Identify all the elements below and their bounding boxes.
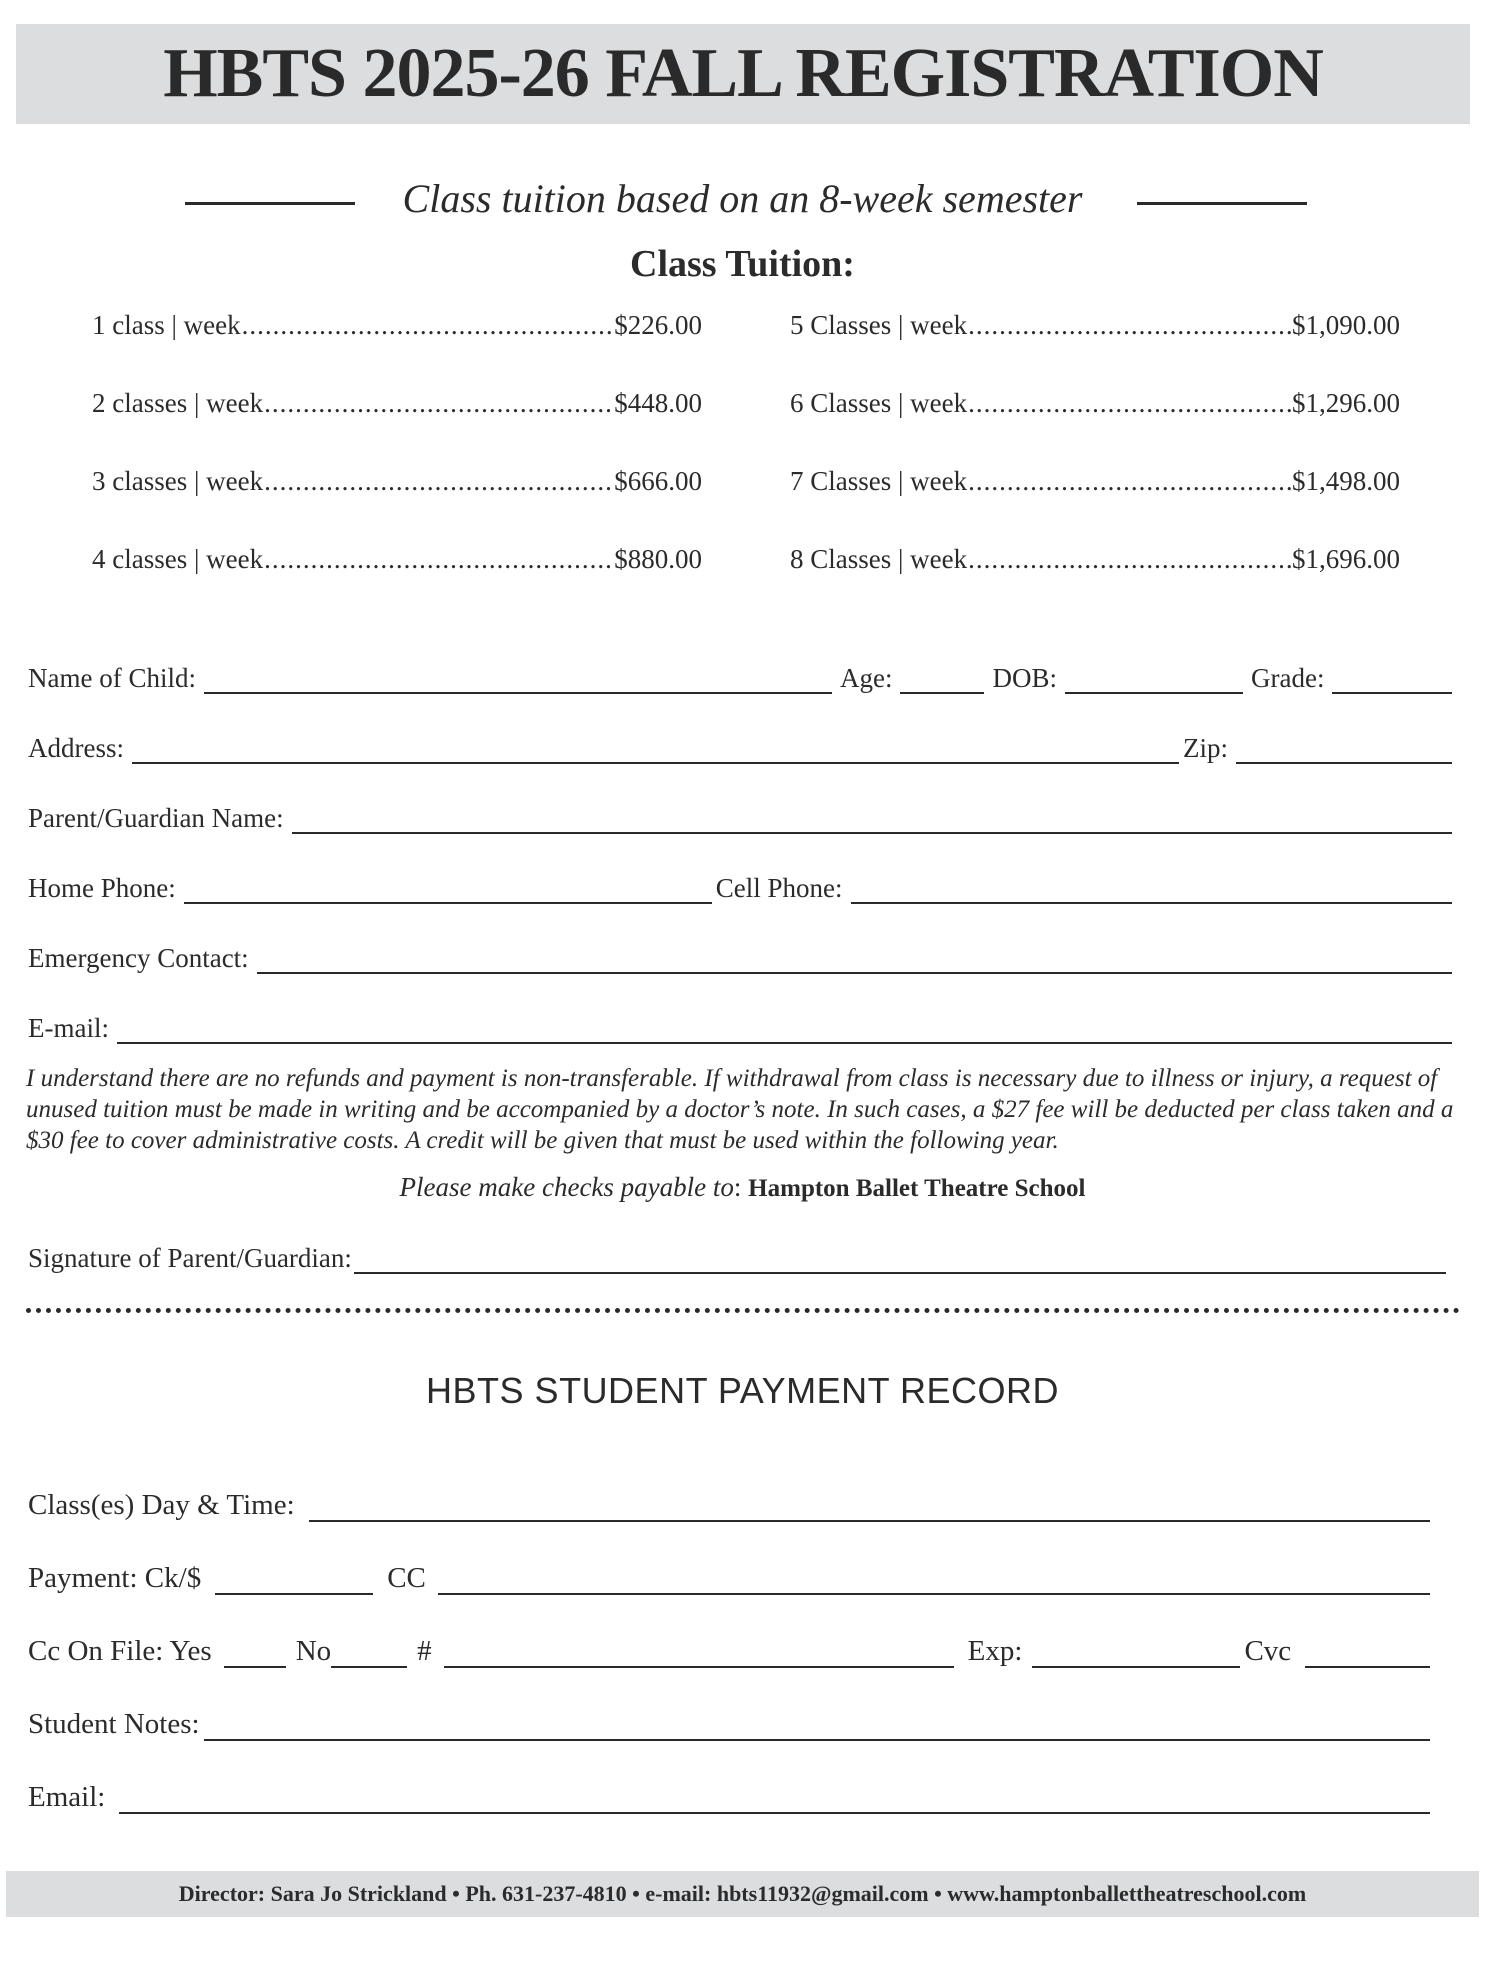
student-notes-label: Student Notes: — [28, 1708, 200, 1740]
dob-field[interactable] — [1065, 668, 1243, 694]
cvc-label: Cvc — [1244, 1635, 1292, 1667]
rate-row — [790, 310, 1400, 350]
rate-price: $880.00 — [614, 544, 702, 574]
rate-leader-dots — [968, 544, 1291, 575]
exp-field[interactable] — [1032, 1638, 1240, 1668]
student-notes-field[interactable] — [204, 1711, 1430, 1741]
payment-record-title: HBTS STUDENT PAYMENT RECORD — [426, 1370, 1059, 1411]
rate-leader-dots — [264, 544, 613, 575]
grade-label: Grade: — [1250, 663, 1325, 693]
cvc-field[interactable] — [1305, 1638, 1430, 1668]
cc-on-file-row — [28, 1624, 1430, 1668]
rate-label: 3 classes | week — [92, 466, 264, 496]
cc-on-file-yes-field[interactable] — [224, 1638, 286, 1668]
card-number-label: # — [417, 1635, 432, 1667]
footer-contact-info: Director: Sara Jo Strickland • Ph. 631-237-4810 • e-mail: hbts11932@gmail.com • www.hamptonballettheatreschool.com — [178, 1881, 1307, 1906]
tuition-subtitle: Class tuition based on an 8-week semester — [402, 176, 1083, 221]
rate-price: $1,498.00 — [1292, 466, 1400, 496]
zip-field[interactable] — [1236, 738, 1452, 764]
rate-row — [790, 466, 1400, 506]
rate-leader-dots — [968, 466, 1291, 497]
card-number-field[interactable] — [444, 1638, 954, 1668]
rate-leader-dots — [968, 388, 1291, 419]
checks-payable-line — [0, 1172, 1485, 1203]
child-name-label: Name of Child: — [28, 663, 196, 693]
record-email-row — [28, 1770, 1430, 1814]
rate-label: 4 classes | week — [92, 544, 264, 574]
address-row — [28, 726, 1452, 764]
address-label: Address: — [28, 733, 124, 763]
class-day-time-field[interactable] — [309, 1492, 1430, 1522]
rate-leader-dots — [242, 310, 614, 341]
rate-label: 1 class | week — [92, 310, 241, 340]
class-day-time-row — [28, 1478, 1430, 1522]
cc-on-file-no-label: No — [295, 1635, 332, 1667]
age-field[interactable] — [900, 668, 984, 694]
class-day-time-label: Class(es) Day & Time: — [28, 1489, 295, 1521]
rate-label: 5 Classes | week — [790, 310, 968, 340]
rate-price: $1,090.00 — [1292, 310, 1400, 340]
page-title: HBTS 2025-26 FALL REGISTRATION — [163, 35, 1323, 112]
rate-price: $448.00 — [614, 388, 702, 418]
rate-label: 8 Classes | week — [790, 544, 968, 574]
emergency-contact-label: Emergency Contact: — [28, 943, 249, 973]
emergency-contact-row — [28, 936, 1452, 974]
emergency-contact-field[interactable] — [257, 948, 1452, 974]
rate-row — [92, 544, 702, 584]
refund-disclaimer: I understand there are no refunds and payment is non-transferable. If withdrawal from class is necessary due to illness or injury, a request of unused tuition must be made in writing and be accompanied by a doctor’s note. In such cases, a $27 fee will be deducted per class taken and a $30 fee to cover administrative costs. A credit will be given that must be used within the following year. — [26, 1065, 1454, 1154]
rate-label: 6 Classes | week — [790, 388, 968, 418]
signature-label: Signature of Parent/Guardian: — [28, 1243, 352, 1273]
signature-field[interactable] — [354, 1248, 1446, 1274]
rate-leader-dots — [264, 466, 613, 497]
record-email-label: Email: — [28, 1781, 106, 1813]
address-field[interactable] — [132, 738, 1179, 764]
checks-payable-colon: : — [733, 1172, 742, 1202]
cc-label: CC — [387, 1562, 426, 1594]
rate-row — [790, 388, 1400, 428]
email-label: E-mail: — [28, 1013, 109, 1043]
checks-payee: Hampton Ballet Theatre School — [748, 1175, 1086, 1202]
tuition-heading: Class Tuition: — [630, 243, 855, 285]
cc-field[interactable] — [438, 1565, 1430, 1595]
rate-price: $1,696.00 — [1292, 544, 1400, 574]
email-field[interactable] — [117, 1018, 1452, 1044]
grade-field[interactable] — [1332, 668, 1452, 694]
rate-label: 2 classes | week — [92, 388, 264, 418]
rate-leader-dots — [264, 388, 613, 419]
dob-label: DOB: — [992, 663, 1057, 693]
parent-name-row — [28, 796, 1452, 834]
home-phone-label: Home Phone: — [28, 873, 176, 903]
rate-label: 7 Classes | week — [790, 466, 968, 496]
age-label: Age: — [839, 663, 893, 693]
checks-payable-prefix: Please make checks payable to — [399, 1172, 734, 1202]
rate-row — [92, 388, 702, 428]
cut-line-separator — [26, 1308, 1460, 1313]
tuition-rates-right — [790, 310, 1400, 584]
signature-row — [28, 1236, 1446, 1274]
phone-row — [28, 866, 1452, 904]
payment-check-label: Payment: Ck/$ — [28, 1562, 202, 1594]
rate-row — [92, 310, 702, 350]
subtitle-rule-right — [1137, 202, 1307, 205]
cell-phone-label: Cell Phone: — [715, 873, 843, 903]
email-row — [28, 1006, 1452, 1044]
cell-phone-field[interactable] — [851, 878, 1453, 904]
rate-row — [790, 544, 1400, 584]
student-notes-row — [28, 1697, 1430, 1741]
rate-row — [92, 466, 702, 506]
exp-label: Exp: — [967, 1635, 1023, 1667]
record-email-field[interactable] — [119, 1784, 1430, 1814]
child-name-field[interactable] — [204, 668, 832, 694]
payment-row — [28, 1551, 1430, 1595]
home-phone-field[interactable] — [184, 878, 712, 904]
rate-price: $1,296.00 — [1292, 388, 1400, 418]
tuition-rates-left — [92, 310, 702, 584]
rate-price: $666.00 — [614, 466, 702, 496]
cc-on-file-no-field[interactable] — [331, 1638, 407, 1668]
zip-label: Zip: — [1183, 733, 1228, 763]
parent-name-label: Parent/Guardian Name: — [28, 803, 284, 833]
check-amount-field[interactable] — [215, 1565, 373, 1595]
child-info-row — [28, 656, 1452, 694]
cc-on-file-yes-label: Cc On File: Yes — [28, 1635, 212, 1667]
rate-price: $226.00 — [614, 310, 702, 340]
rate-leader-dots — [968, 310, 1291, 341]
parent-name-field[interactable] — [292, 808, 1452, 834]
